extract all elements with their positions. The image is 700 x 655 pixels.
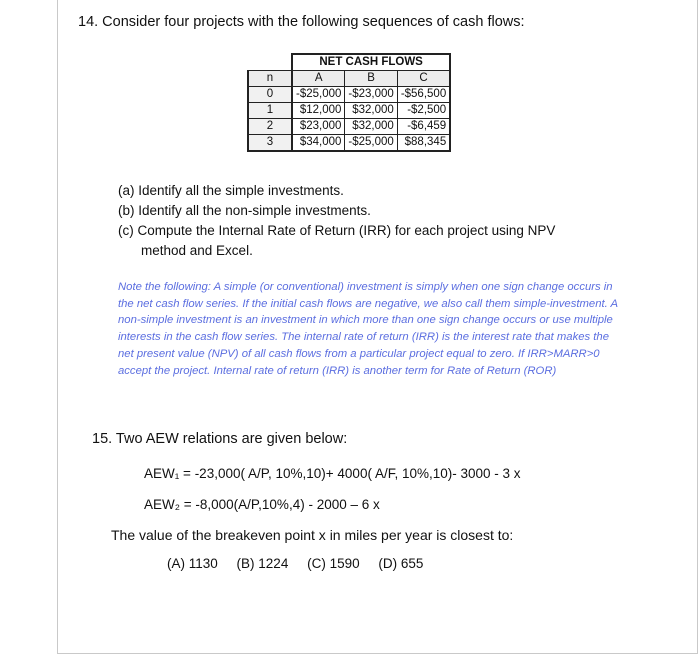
table-row [248,119,450,135]
cell-n: 3 [248,135,292,152]
cell-c: $88,345 [397,135,450,152]
aew-relation-2: AEW₂ = -8,000(A/P,10%,4) - 2000 – 6 x [144,497,380,512]
part-c: (c) Compute the Internal Rate of Return (IRR) for each project using NPV [118,223,556,238]
table-row [248,87,450,103]
answer-choices [167,556,438,571]
cell-a: $12,000 [292,103,345,119]
aew-relation-1: AEW₁ = -23,000( A/P, 10%,10)+ 4000( A/F, 10%,10)- 3000 - 3 x [144,466,521,481]
cell-c: -$56,500 [397,87,450,103]
breakeven-question: The value of the breakeven point x in miles per year is closest to: [111,527,514,543]
cell-c: -$2,500 [397,103,450,119]
cell-b: $32,000 [345,119,397,135]
table-row [248,135,450,152]
choice-a: (A) 1130 [167,556,218,571]
table-row [248,103,450,119]
choice-d: (D) 655 [378,556,424,571]
header-a: A [292,71,345,87]
cell-c: -$6,459 [397,119,450,135]
choice-b: (B) 1224 [236,556,289,571]
cell-n: 0 [248,87,292,103]
cell-n: 1 [248,103,292,119]
part-b: (b) Identify all the non-simple investments. [118,203,371,218]
choice-c: (C) 1590 [307,556,360,571]
cell-a: $23,000 [292,119,345,135]
cell-a: $34,000 [292,135,345,152]
part-c-continued: method and Excel. [141,243,253,258]
cell-b: -$23,000 [345,87,397,103]
note-text: Note the following: A simple (or conventional) investment is simply when one sign change occurs in the net cash flow series. If the initial cash flows are negative, we also call them simple-investment. A non-simple investment is an investment in which more than one sign change occurs or use multiple interests in the cash flow series. The internal rate of return (IRR) is the interest rate that makes the net present value (NPV) of all cash flows from a particular project equal to zero. If IRR>MARR>0 accept the project. Internal rate of return (IRR) is another term for Rate of Return (ROR) [118,281,618,377]
table-header-row [248,71,450,87]
cell-b: $32,000 [345,103,397,119]
cell-n: 2 [248,119,292,135]
table-title: NET CASH FLOWS [292,54,450,71]
header-n: n [248,71,292,87]
part-a: (a) Identify all the simple investments. [118,183,344,198]
question-15-title: 15. Two AEW relations are given below: [92,431,348,447]
header-b: B [345,71,397,87]
cash-flow-table [247,53,451,152]
question-14-parts [118,181,555,261]
header-c: C [397,71,450,87]
cell-b: -$25,000 [345,135,397,152]
question-14-title: 14. Consider four projects with the following sequences of cash flows: [78,14,525,30]
cell-a: -$25,000 [292,87,345,103]
